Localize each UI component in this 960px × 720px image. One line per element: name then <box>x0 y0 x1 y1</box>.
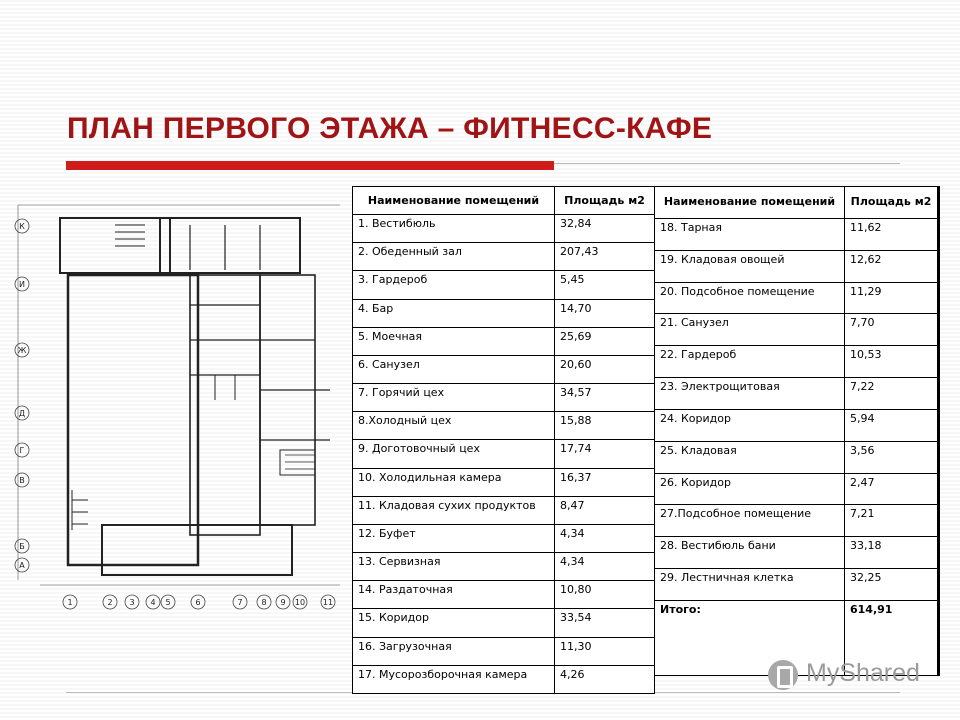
title-underline <box>66 161 554 170</box>
divider-line <box>554 163 900 164</box>
room-name-cell: 14. Раздаточная <box>353 581 555 609</box>
room-area-cell: 32,84 <box>555 215 655 243</box>
room-area-cell: 33,18 <box>845 537 939 569</box>
room-area-cell: 4,26 <box>555 665 655 693</box>
svg-text:4: 4 <box>150 598 156 607</box>
table-row <box>353 327 655 355</box>
rooms-table-left-body <box>353 187 655 694</box>
floor-plan-drawing <box>10 200 350 620</box>
room-name-cell: 11. Кладовая сухих продуктов <box>353 496 555 524</box>
rooms-table-right-body <box>655 187 939 676</box>
room-name-cell: 20. Подсобное помещение <box>655 282 845 314</box>
room-name-cell: 10. Холодильная камера <box>353 468 555 496</box>
svg-text:9: 9 <box>280 598 286 607</box>
room-name-cell: 22. Гардероб <box>655 346 845 378</box>
table-row <box>655 441 939 473</box>
svg-text:Д: Д <box>18 409 26 418</box>
table-row <box>353 243 655 271</box>
table-row <box>353 496 655 524</box>
svg-text:6: 6 <box>195 598 201 607</box>
svg-text:К: К <box>19 222 25 231</box>
logo-text: MyShared <box>806 659 920 687</box>
room-name-cell: 21. Санузел <box>655 314 845 346</box>
room-area-cell: 33,54 <box>555 609 655 637</box>
table-row <box>655 378 939 410</box>
room-name-cell: 27.Подсобное помещение <box>655 505 845 537</box>
room-area-cell: 16,37 <box>555 468 655 496</box>
svg-text:5: 5 <box>165 598 171 607</box>
room-name-cell: 28. Вестибюль бани <box>655 537 845 569</box>
rooms-table-right <box>654 186 940 676</box>
table-row <box>655 569 939 601</box>
room-name-cell: 23. Электрощитовая <box>655 378 845 410</box>
table-row <box>655 346 939 378</box>
room-area-cell: 7,21 <box>845 505 939 537</box>
svg-text:3: 3 <box>129 598 135 607</box>
table-row <box>655 473 939 505</box>
room-name-cell: 13. Сервизная <box>353 553 555 581</box>
room-name-cell: Итого: <box>655 601 845 676</box>
room-area-cell: 17,74 <box>555 440 655 468</box>
svg-text:А: А <box>19 561 25 570</box>
room-name-cell: 24. Коридор <box>655 409 845 441</box>
table-row <box>353 665 655 693</box>
room-area-cell: 14,70 <box>555 299 655 327</box>
table-row <box>655 218 939 250</box>
room-area-cell: 10,80 <box>555 581 655 609</box>
table-row <box>353 553 655 581</box>
room-area-cell: 10,53 <box>845 346 939 378</box>
room-area-cell: 20,60 <box>555 355 655 383</box>
room-area-cell: 7,70 <box>845 314 939 346</box>
room-area-cell: 207,43 <box>555 243 655 271</box>
svg-text:В: В <box>19 476 25 485</box>
svg-text:7: 7 <box>237 598 243 607</box>
table-row <box>655 314 939 346</box>
room-area-cell: 614,91 <box>845 601 939 676</box>
room-name-cell: 17. Мусорозборочная камера <box>353 665 555 693</box>
table-row <box>353 299 655 327</box>
room-name-cell: 2. Обеденный зал <box>353 243 555 271</box>
table-row <box>655 282 939 314</box>
room-area-cell: 25,69 <box>555 327 655 355</box>
table-row <box>353 215 655 243</box>
room-area-cell: 8,47 <box>555 496 655 524</box>
table-row <box>353 581 655 609</box>
watermark-logo <box>766 655 926 695</box>
header-area: Площадь м2 <box>845 187 939 219</box>
table-row <box>353 440 655 468</box>
header-room-name: Наименование помещений <box>655 187 845 219</box>
table-row <box>655 409 939 441</box>
room-name-cell: 29. Лестничная клетка <box>655 569 845 601</box>
room-name-cell: 3. Гардероб <box>353 271 555 299</box>
room-name-cell: 19. Кладовая овощей <box>655 250 845 282</box>
svg-text:2: 2 <box>107 598 113 607</box>
room-name-cell: 12. Буфет <box>353 524 555 552</box>
table-row <box>353 384 655 412</box>
table-row <box>655 250 939 282</box>
room-area-cell: 11,62 <box>845 218 939 250</box>
table-row <box>655 537 939 569</box>
room-area-cell: 4,34 <box>555 553 655 581</box>
room-name-cell: 7. Горячий цех <box>353 384 555 412</box>
svg-text:Б: Б <box>19 542 25 551</box>
table-row <box>655 505 939 537</box>
room-area-cell: 5,45 <box>555 271 655 299</box>
room-area-cell: 5,94 <box>845 409 939 441</box>
room-name-cell: 1. Вестибюль <box>353 215 555 243</box>
room-area-cell: 32,25 <box>845 569 939 601</box>
svg-text:Г: Г <box>19 446 25 455</box>
svg-text:1: 1 <box>67 598 73 607</box>
svg-text:8: 8 <box>261 598 267 607</box>
room-area-cell: 3,56 <box>845 441 939 473</box>
table-row <box>353 412 655 440</box>
svg-text:Ж: Ж <box>17 346 27 355</box>
room-area-cell: 4,34 <box>555 524 655 552</box>
room-area-cell: 15,88 <box>555 412 655 440</box>
slide-title: ПЛАН ПЕРВОГО ЭТАЖА – ФИТНЕСС-КАФЕ <box>67 112 713 145</box>
room-name-cell: 5. Моечная <box>353 327 555 355</box>
table-row <box>353 637 655 665</box>
room-name-cell: 26. Коридор <box>655 473 845 505</box>
room-name-cell: 15. Коридор <box>353 609 555 637</box>
room-name-cell: 25. Кладовая <box>655 441 845 473</box>
table-row <box>353 524 655 552</box>
room-name-cell: 6. Санузел <box>353 355 555 383</box>
table-row <box>353 355 655 383</box>
rooms-table-left <box>352 186 655 694</box>
room-name-cell: 16. Загрузочная <box>353 637 555 665</box>
room-area-cell: 34,57 <box>555 384 655 412</box>
table-row <box>353 609 655 637</box>
header-area: Площадь м2 <box>555 187 655 215</box>
room-name-cell: 8.Холодный цех <box>353 412 555 440</box>
logo-icon <box>768 660 798 690</box>
svg-text:И: И <box>19 280 25 289</box>
room-name-cell: 4. Бар <box>353 299 555 327</box>
room-name-cell: 18. Тарная <box>655 218 845 250</box>
header-room-name: Наименование помещений <box>353 187 555 215</box>
room-area-cell: 2,47 <box>845 473 939 505</box>
room-area-cell: 11,30 <box>555 637 655 665</box>
table-row <box>353 468 655 496</box>
table-header-row <box>353 187 655 215</box>
svg-text:10: 10 <box>294 598 306 607</box>
room-area-cell: 11,29 <box>845 282 939 314</box>
room-name-cell: 9. Доготовочный цех <box>353 440 555 468</box>
room-area-cell: 12,62 <box>845 250 939 282</box>
table-row <box>353 271 655 299</box>
table-header-row <box>655 187 939 219</box>
room-area-cell: 7,22 <box>845 378 939 410</box>
svg-text:11: 11 <box>322 598 334 607</box>
